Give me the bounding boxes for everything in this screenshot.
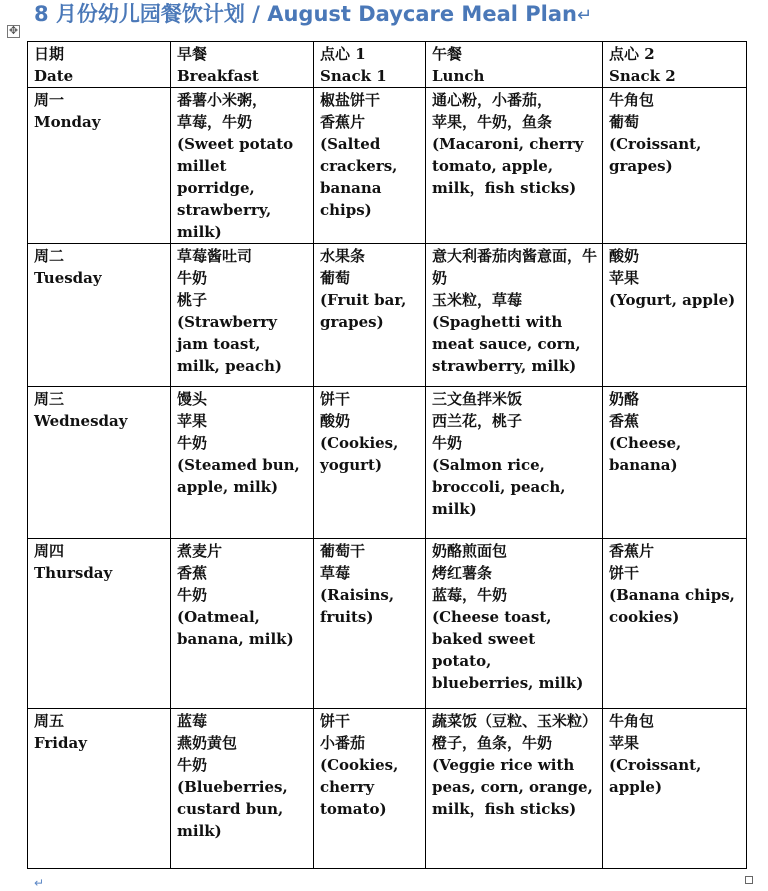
cell-snack1[interactable] — [314, 539, 426, 709]
snack2-line: (Croissant, grapes) — [609, 135, 702, 175]
table-move-handle-icon[interactable]: ✥ — [8, 24, 19, 37]
breakfast-line: (Steamed bun, apple, milk) — [177, 456, 300, 496]
lunch-line: (Spaghetti with meat sauce, corn, strawberry, milk) — [432, 313, 581, 375]
lunch-line: (Cheese toast, baked sweet potato, blueberries, milk) — [432, 608, 584, 692]
lunch-line: (Veggie rice with peas, corn, orange, milk，fish sticks) — [432, 756, 593, 818]
snack2-line: 香蕉 — [609, 412, 640, 430]
cell-snack1[interactable] — [314, 387, 426, 539]
snack2-line: 葡萄 — [609, 113, 640, 131]
breakfast-line: 草莓酱吐司 — [177, 247, 253, 265]
lunch-line: 牛奶 — [432, 434, 463, 452]
breakfast-line: 桃子 — [177, 291, 208, 309]
cell-breakfast[interactable] — [171, 88, 314, 244]
breakfast-line: 牛奶 — [177, 756, 208, 774]
header-cell-lunch[interactable] — [426, 42, 603, 88]
header-lunch-cn: 午餐 — [432, 45, 463, 63]
cell-day[interactable] — [28, 88, 171, 244]
table-row — [28, 539, 747, 709]
breakfast-line: 牛奶 — [177, 269, 208, 287]
header-breakfast-cn: 早餐 — [177, 45, 208, 63]
snack1-line: 香蕉片 — [320, 113, 366, 131]
cell-snack1[interactable] — [314, 244, 426, 387]
snack2-line: 苹果 — [609, 734, 640, 752]
snack2-line: 酸奶 — [609, 247, 640, 265]
cell-day[interactable] — [28, 244, 171, 387]
cell-snack2[interactable] — [603, 387, 747, 539]
breakfast-line: 蓝莓 — [177, 712, 208, 730]
snack2-line: (Cheese, banana) — [609, 434, 682, 474]
cell-snack1[interactable] — [314, 709, 426, 869]
breakfast-line: (Blueberries, custard bun, milk) — [177, 778, 288, 840]
snack2-line: 牛角包 — [609, 91, 655, 109]
lunch-line: 蓝莓，牛奶 — [432, 586, 508, 604]
breakfast-line: 草莓，牛奶 — [177, 113, 253, 131]
lunch-line: 意大利番茄肉酱意面，牛奶 — [432, 247, 598, 287]
cell-breakfast[interactable] — [171, 709, 314, 869]
header-lunch-en: Lunch — [432, 67, 485, 85]
cell-breakfast[interactable] — [171, 387, 314, 539]
header-snack2-en: Snack 2 — [609, 67, 676, 85]
breakfast-line: (Strawberry jam toast, milk, peach) — [177, 313, 282, 375]
header-breakfast-en: Breakfast — [177, 67, 259, 85]
header-cell-breakfast[interactable] — [171, 42, 314, 88]
cell-day[interactable] — [28, 387, 171, 539]
breakfast-line: 牛奶 — [177, 434, 208, 452]
cell-snack2[interactable] — [603, 539, 747, 709]
lunch-line: 玉米粒，草莓 — [432, 291, 523, 309]
day-line: Thursday — [34, 564, 113, 582]
day-line: 周一 — [34, 91, 65, 109]
lunch-line: 通心粉，小番茄， — [432, 91, 553, 109]
snack1-line: 葡萄干 — [320, 542, 366, 560]
day-line: 周四 — [34, 542, 65, 560]
breakfast-line: 煮麦片 — [177, 542, 223, 560]
snack1-line: 酸奶 — [320, 412, 351, 430]
table-row — [28, 387, 747, 539]
breakfast-line: 番薯小米粥， — [177, 91, 268, 109]
cell-snack2[interactable] — [603, 88, 747, 244]
snack1-line: (Cookies, cherry tomato) — [320, 756, 399, 818]
day-line: Wednesday — [34, 412, 128, 430]
breakfast-line: (Sweet potato millet porridge, strawberry, milk) — [177, 135, 294, 241]
table-row — [28, 709, 747, 869]
snack2-line: 奶酪 — [609, 390, 640, 408]
header-date-cn: 日期 — [34, 45, 65, 63]
lunch-line: 烤红薯条 — [432, 564, 493, 582]
cell-day[interactable] — [28, 709, 171, 869]
header-snack1-cn: 点心 1 — [320, 45, 366, 63]
snack1-line: (Fruit bar, grapes) — [320, 291, 407, 331]
end-paragraph-mark-icon: ↵ — [34, 876, 45, 890]
paragraph-mark-icon: ↵ — [576, 5, 593, 26]
breakfast-line: 苹果 — [177, 412, 208, 430]
header-cell-snack2[interactable] — [603, 42, 747, 88]
snack1-line: (Cookies, yogurt) — [320, 434, 399, 474]
cell-lunch[interactable] — [426, 709, 603, 869]
snack1-line: 葡萄 — [320, 269, 351, 287]
snack2-line: 香蕉片 — [609, 542, 655, 560]
snack1-line: 水果条 — [320, 247, 366, 265]
snack2-line: (Yogurt, apple) — [609, 291, 736, 309]
day-line: Monday — [34, 113, 101, 131]
cell-breakfast[interactable] — [171, 539, 314, 709]
breakfast-line: 燕奶黄包 — [177, 734, 238, 752]
lunch-line: 蔬菜饭（豆粒、玉米粒）橙子，鱼条，牛奶 — [432, 712, 598, 752]
breakfast-line: 馒头 — [177, 390, 208, 408]
day-line: Tuesday — [34, 269, 102, 287]
cell-lunch[interactable] — [426, 244, 603, 387]
lunch-line: 三文鱼拌米饭 — [432, 390, 523, 408]
document-title — [34, 0, 592, 30]
cell-lunch[interactable] — [426, 88, 603, 244]
cell-lunch[interactable] — [426, 387, 603, 539]
day-line: 周三 — [34, 390, 65, 408]
day-line: Friday — [34, 734, 87, 752]
day-line: 周二 — [34, 247, 65, 265]
lunch-line: 苹果，牛奶，鱼条 — [432, 113, 553, 131]
header-cell-date[interactable] — [28, 42, 171, 88]
document-title-text: 8 月份幼儿园餐饮计划 / August Daycare Meal Plan — [34, 2, 577, 26]
breakfast-line: 香蕉 — [177, 564, 208, 582]
header-cell-snack1[interactable] — [314, 42, 426, 88]
header-snack2-cn: 点心 2 — [609, 45, 655, 63]
snack2-line: (Banana chips, cookies) — [609, 586, 735, 626]
snack2-line: (Croissant, apple) — [609, 756, 702, 796]
breakfast-line: 牛奶 — [177, 586, 208, 604]
snack1-line: 小番茄 — [320, 734, 366, 752]
snack2-line: 牛角包 — [609, 712, 655, 730]
cell-breakfast[interactable] — [171, 244, 314, 387]
breakfast-line: (Oatmeal, banana, milk) — [177, 608, 294, 648]
table-resize-handle-icon[interactable] — [745, 876, 753, 884]
header-snack1-en: Snack 1 — [320, 67, 387, 85]
lunch-line: 西兰花，桃子 — [432, 412, 523, 430]
snack1-line: 饼干 — [320, 712, 351, 730]
snack2-line: 苹果 — [609, 269, 640, 287]
snack1-line: 椒盐饼干 — [320, 91, 381, 109]
meal-plan-table — [27, 41, 747, 869]
table-row — [28, 244, 747, 387]
snack1-line: (Raisins, fruits) — [320, 586, 395, 626]
lunch-line: 奶酪煎面包 — [432, 542, 508, 560]
snack1-line: 饼干 — [320, 390, 351, 408]
cell-snack1[interactable] — [314, 88, 426, 244]
header-date-en: Date — [34, 67, 74, 85]
table-row — [28, 88, 747, 244]
cell-day[interactable] — [28, 539, 171, 709]
cell-lunch[interactable] — [426, 539, 603, 709]
lunch-line: (Macaroni, cherry tomato, apple, milk，fish sticks) — [432, 135, 584, 197]
lunch-line: (Salmon rice, broccoli, peach, milk) — [432, 456, 566, 518]
day-line: 周五 — [34, 712, 65, 730]
cell-snack2[interactable] — [603, 709, 747, 869]
snack2-line: 饼干 — [609, 564, 640, 582]
snack1-line: (Salted crackers, banana chips) — [320, 135, 398, 219]
cell-snack2[interactable] — [603, 244, 747, 387]
table-header-row — [28, 42, 747, 88]
snack1-line: 草莓 — [320, 564, 351, 582]
